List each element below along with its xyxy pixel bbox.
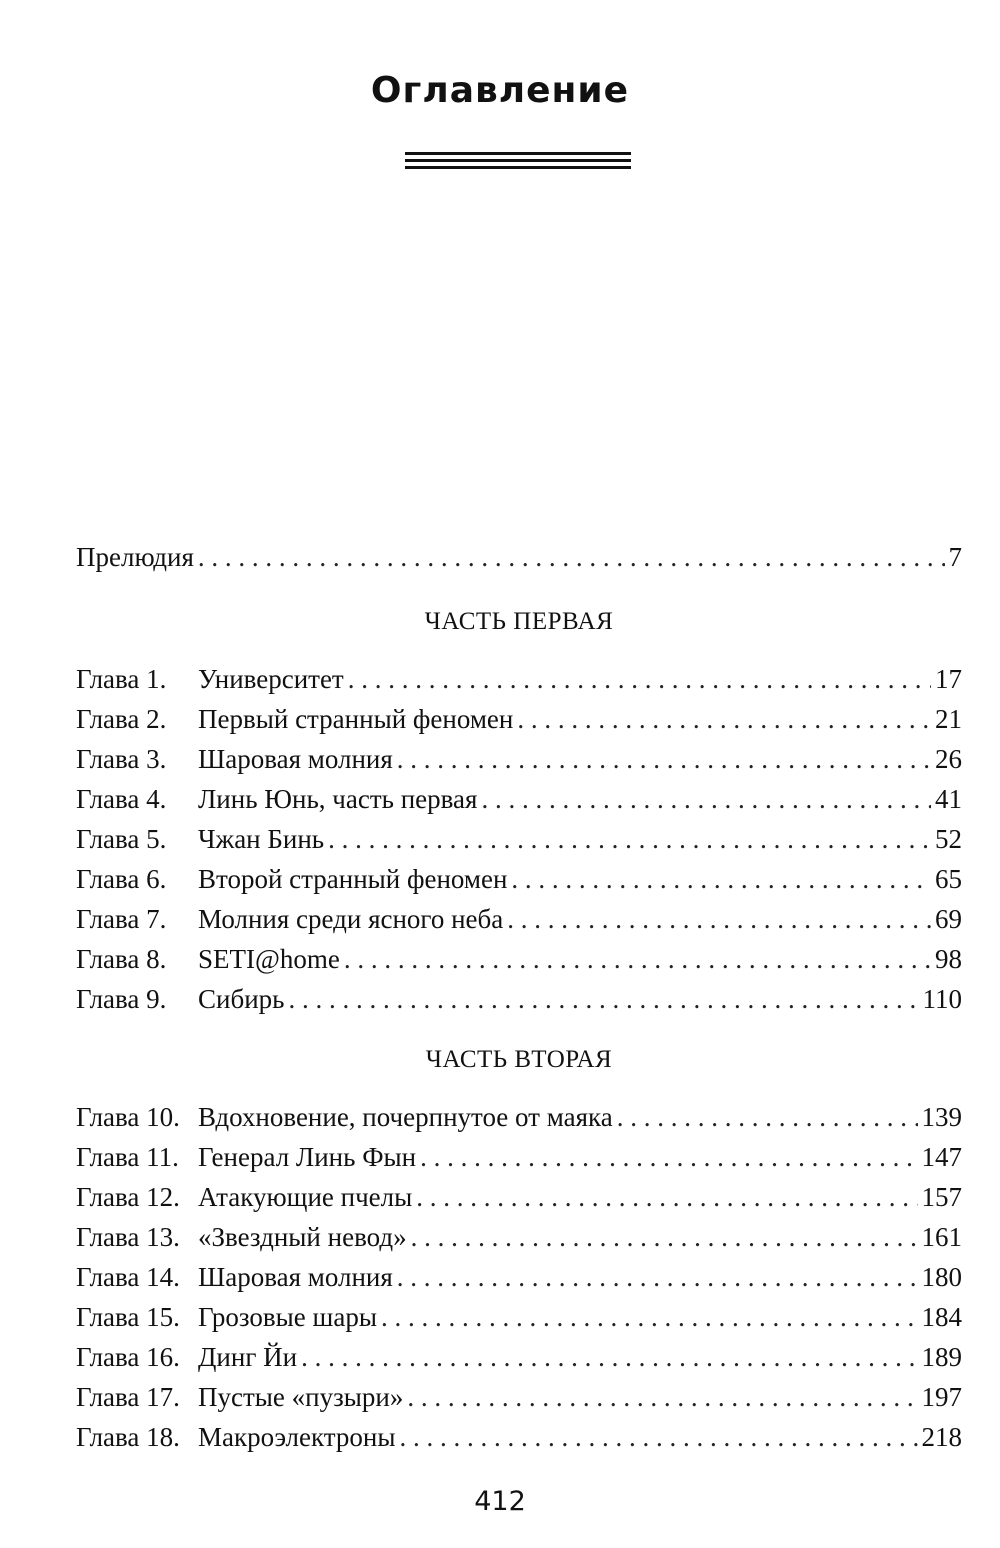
- chapter-prefix: Глава 15.: [76, 1302, 180, 1332]
- page-number: 157: [921, 1182, 962, 1212]
- page-number: 147: [921, 1142, 962, 1172]
- leader-dots: [397, 1262, 918, 1293]
- leader-dots: [288, 984, 918, 1015]
- toc-entry[interactable]: [76, 1102, 962, 1136]
- page-number: 110: [922, 984, 962, 1014]
- toc-entry-prelude[interactable]: [76, 542, 962, 576]
- leader-dots: [507, 904, 931, 935]
- leader-dots: [517, 704, 931, 735]
- toc-entry[interactable]: [76, 1182, 962, 1216]
- page-number: 7: [948, 542, 962, 572]
- toc-entry[interactable]: [76, 904, 962, 938]
- page-number: 189: [921, 1342, 962, 1372]
- chapter-prefix: Глава 12.: [76, 1182, 180, 1212]
- page-number: 184: [921, 1302, 962, 1332]
- chapter-prefix: Глава 6.: [76, 864, 167, 894]
- entry-title: Пустые «пузыри»: [198, 1382, 404, 1412]
- title-rule: [405, 166, 631, 169]
- chapter-prefix: Глава 11.: [76, 1142, 179, 1172]
- leader-dots: [348, 664, 931, 695]
- page-number: 65: [935, 864, 962, 894]
- chapter-prefix: Глава 14.: [76, 1262, 180, 1292]
- leader-dots: [397, 744, 931, 775]
- entry-title: Грозовые шары: [198, 1302, 377, 1332]
- toc-entry[interactable]: [76, 744, 962, 778]
- chapter-prefix: Глава 8.: [76, 944, 167, 974]
- entry-title: Динг Йи: [198, 1342, 298, 1372]
- page-number: 218: [921, 1422, 962, 1452]
- title-rule: [405, 159, 631, 162]
- leader-dots: [407, 1382, 917, 1413]
- page-number: 139: [921, 1102, 962, 1132]
- leader-dots: [399, 1422, 917, 1453]
- chapter-prefix: Глава 16.: [76, 1342, 180, 1372]
- leader-dots: [481, 784, 931, 815]
- toc-entry[interactable]: [76, 704, 962, 738]
- toc-entry[interactable]: [76, 1262, 962, 1296]
- leader-dots: [198, 542, 945, 573]
- chapter-prefix: Глава 10.: [76, 1102, 180, 1132]
- chapter-prefix: Глава 7.: [76, 904, 167, 934]
- leader-dots: [511, 864, 931, 895]
- entry-title: Молния среди ясного неба: [198, 904, 504, 934]
- toc-entry[interactable]: [76, 1222, 962, 1256]
- page-number: 21: [935, 704, 962, 734]
- chapter-prefix: Глава 5.: [76, 824, 167, 854]
- toc-entry[interactable]: [76, 1382, 962, 1416]
- chapter-prefix: Глава 4.: [76, 784, 167, 814]
- toc-entry[interactable]: [76, 864, 962, 898]
- toc-entry[interactable]: [76, 984, 962, 1018]
- part-heading: ЧАСТЬ ВТОРАЯ: [425, 1046, 613, 1073]
- chapter-prefix: Глава 1.: [76, 664, 167, 694]
- chapter-prefix: Глава 18.: [76, 1422, 180, 1452]
- part-heading: ЧАСТЬ ПЕРВАЯ: [424, 608, 614, 635]
- toc-entry[interactable]: [76, 1142, 962, 1176]
- page-number: 98: [935, 944, 962, 974]
- entry-title: Шаровая молния: [198, 744, 393, 774]
- leader-dots: [301, 1342, 917, 1373]
- entry-title: «Звездный невод»: [198, 1222, 407, 1252]
- leader-dots: [416, 1182, 917, 1213]
- chapter-prefix: Глава 2.: [76, 704, 167, 734]
- entry-title: Университет: [198, 664, 344, 694]
- toc-entry[interactable]: [76, 1342, 962, 1376]
- entry-title: Первый странный феномен: [198, 704, 514, 734]
- page-number: 197: [921, 1382, 962, 1412]
- entry-title: Сибирь: [198, 984, 285, 1014]
- leader-dots: [411, 1222, 918, 1253]
- entry-title: Второй странный феномен: [198, 864, 508, 894]
- page-title: Оглавление: [370, 70, 630, 111]
- page-number: 41: [935, 784, 962, 814]
- page-number: 17: [935, 664, 962, 694]
- entry-title: Вдохновение, почерпнутое от маяка: [198, 1102, 613, 1132]
- toc-entry[interactable]: [76, 1422, 962, 1456]
- page-number: 180: [921, 1262, 962, 1292]
- title-rule: [405, 152, 631, 155]
- page-number: 161: [921, 1222, 962, 1252]
- chapter-prefix: Глава 9.: [76, 984, 167, 1014]
- page-number: 52: [935, 824, 962, 854]
- toc-entry[interactable]: [76, 1302, 962, 1336]
- leader-dots: [617, 1102, 918, 1133]
- chapter-prefix: Глава 17.: [76, 1382, 180, 1412]
- page-number: 26: [935, 744, 962, 774]
- entry-title: Макроэлектроны: [198, 1422, 396, 1452]
- entry-title: Атакующие пчелы: [198, 1182, 413, 1212]
- entry-title: Генерал Линь Фын: [198, 1142, 417, 1172]
- page-folio: 412: [474, 1486, 526, 1517]
- leader-dots: [420, 1142, 917, 1173]
- entry-title: Чжан Бинь: [198, 824, 325, 854]
- entry-title: Линь Юнь, часть первая: [198, 784, 478, 814]
- chapter-prefix: Глава 3.: [76, 744, 167, 774]
- toc-entry[interactable]: [76, 784, 962, 818]
- entry-title: SETI@home: [198, 944, 340, 974]
- toc-entry[interactable]: [76, 944, 962, 978]
- page-number: 69: [935, 904, 962, 934]
- toc-entry[interactable]: [76, 824, 962, 858]
- entry-title: Прелюдия: [76, 542, 194, 572]
- leader-dots: [344, 944, 931, 975]
- leader-dots: [381, 1302, 918, 1333]
- toc-entry[interactable]: [76, 664, 962, 698]
- chapter-prefix: Глава 13.: [76, 1222, 180, 1252]
- leader-dots: [328, 824, 931, 855]
- entry-title: Шаровая молния: [198, 1262, 393, 1292]
